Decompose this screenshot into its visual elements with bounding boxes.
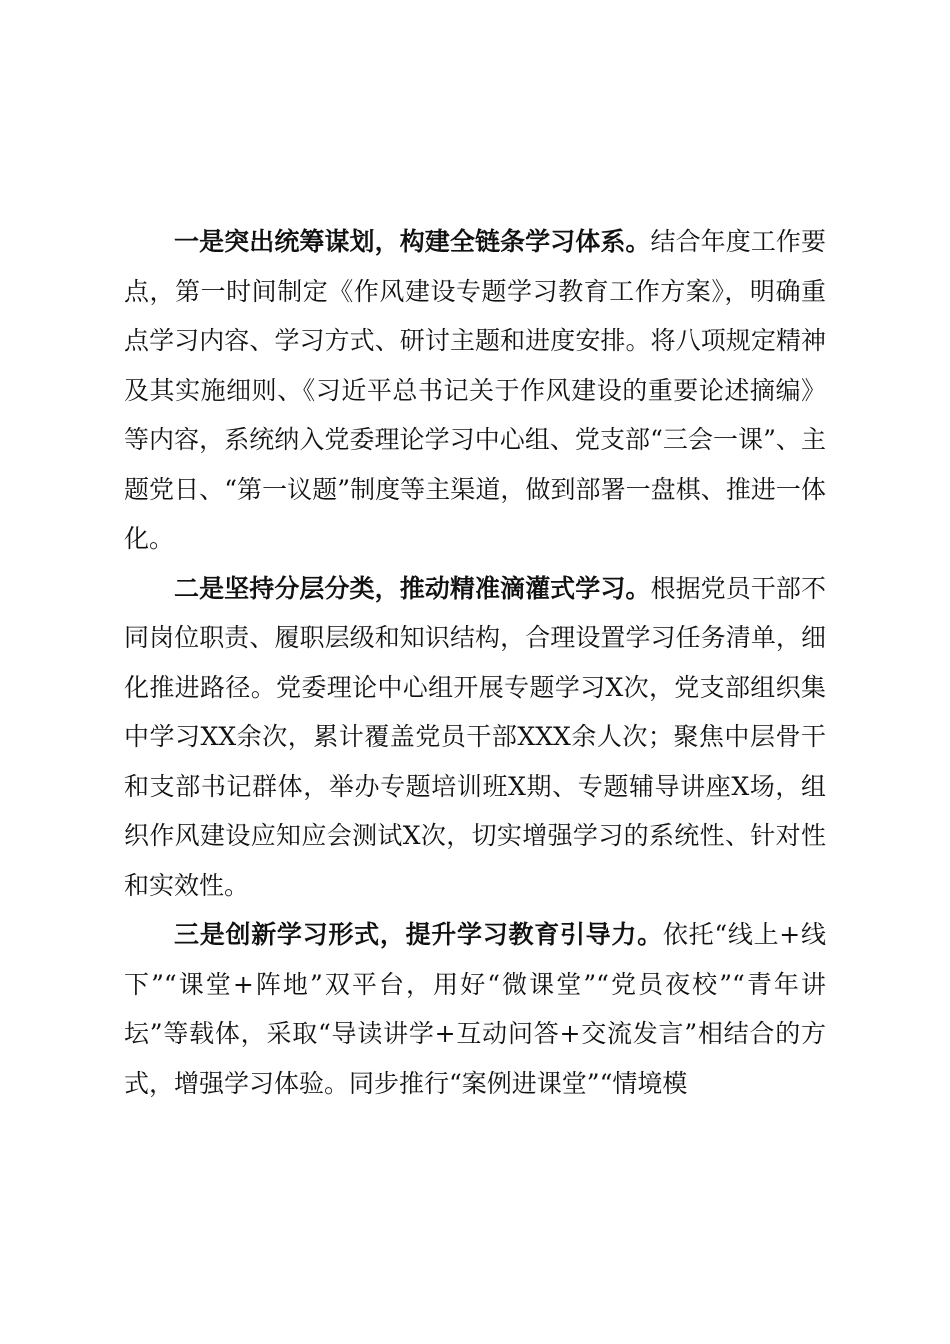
paragraph-1-heading: 一是突出统筹谋划，构建全链条学习体系。 [174,227,651,256]
paragraph-3-heading: 三是创新学习形式，提升学习教育引导力。 [174,920,663,949]
paragraph-3-text: 依托“线上+线下”“课堂+阵地”双平台，用好“微课堂”“党员夜校”“青年讲坛”等载体，采取“导读讲学+互动问答+交流发言”相结合的方式，增强学习体验。同步推行“案例进课堂”“情境模 [124,920,826,1098]
document-body [124,217,826,1108]
paragraph-2-text: 根据党员干部不同岗位职责、履职层级和知识结构，合理设置学习任务清单，细化推进路径。党委理论中心组开展专题学习X次，党支部组织集中学习XX余次，累计覆盖党员干部XXX余人次；聚焦中层骨干和支部书记群体，举办专题培训班X期、专题辅导讲座X场，组织作风建设应知应会测试X次，切实增强学习的系统性、针对性和实效性。 [124,573,826,900]
paragraph-1 [124,217,826,564]
paragraph-1-text: 结合年度工作要点，第一时间制定《作风建设专题学习教育工作方案》，明确重点学习内容、学习方式、研讨主题和进度安排。将八项规定精神及其实施细则、《习近平总书记关于作风建设的重要论述摘编》等内容，系统纳入党委理论学习中心组、党支部“三会一课”、主题党日、“第一议题”制度等主渠道，做到部署一盘棋、推进一体化。 [124,227,826,553]
paragraph-3 [124,910,826,1108]
paragraph-2 [124,564,826,911]
paragraph-2-heading: 二是坚持分层分类，推动精准滴灌式学习。 [174,573,651,603]
